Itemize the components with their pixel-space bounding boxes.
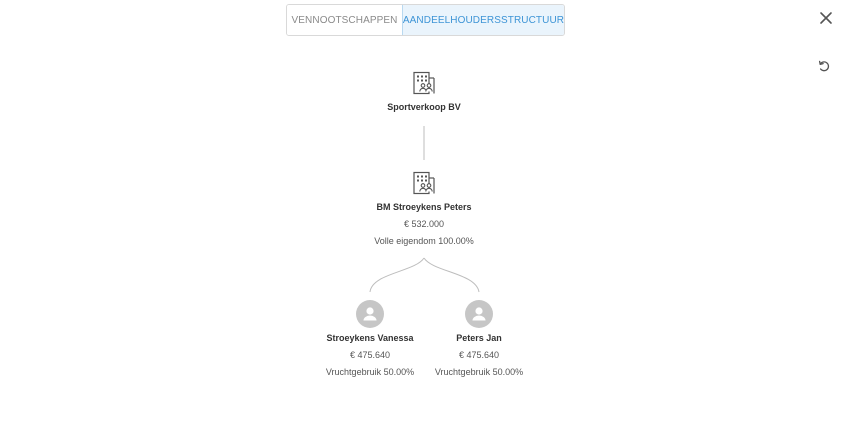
person-avatar-icon xyxy=(465,300,493,328)
shareholder-ownership: Vruchtgebruik 50.00% xyxy=(434,367,524,377)
holding-amount: € 532.000 xyxy=(403,219,445,229)
holding-company-name[interactable]: BM Stroeykens Peters xyxy=(376,202,472,212)
person-avatar-icon xyxy=(356,300,384,328)
shareholder-amount: € 475.640 xyxy=(458,350,500,360)
shareholder-name[interactable]: Peters Jan xyxy=(456,333,502,343)
tab-vennootschappen[interactable]: VENNOOTSCHAPPEN xyxy=(287,5,402,35)
company-building-icon xyxy=(411,170,437,196)
shareholder-name[interactable]: Stroeykens Vanessa xyxy=(326,333,414,343)
tab-aandeelhoudersstructuur[interactable]: AANDEELHOUDERSSTRUCTUUR xyxy=(402,5,564,35)
shareholder-amount: € 475.640 xyxy=(349,350,391,360)
holding-to-right-shareholder-line xyxy=(424,258,479,292)
root-company-name[interactable]: Sportverkoop BV xyxy=(387,102,461,112)
holding-to-left-shareholder-line xyxy=(370,258,424,292)
holding-ownership: Volle eigendom 100.00% xyxy=(374,236,474,246)
company-building-icon xyxy=(411,70,437,96)
shareholder-ownership: Vruchtgebruik 50.00% xyxy=(325,367,415,377)
